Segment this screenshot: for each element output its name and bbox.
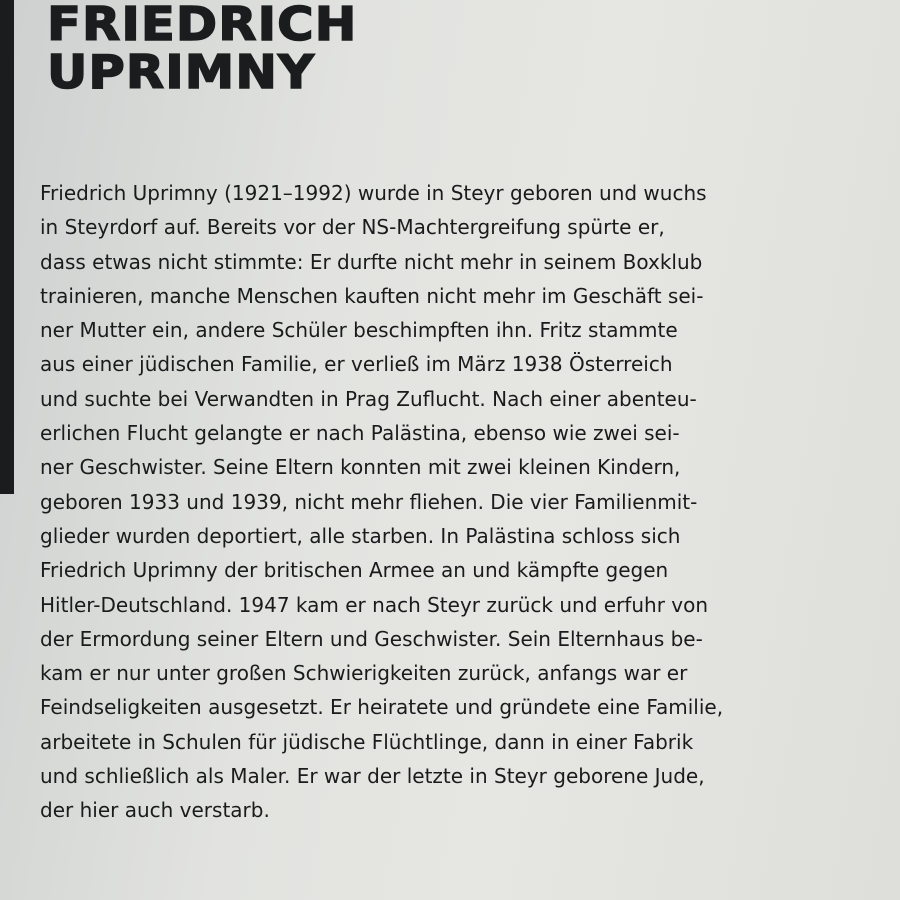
text-line: ner Mutter ein, andere Schüler beschimpften ihn. Fritz stammte bbox=[40, 318, 678, 343]
text-line: ner Geschwister. Seine Eltern konnten mit zwei kleinen Kindern, bbox=[40, 455, 681, 480]
text-line: Hitler-Deutschland. 1947 kam er nach Steyr zurück und erfuhr von bbox=[40, 592, 709, 617]
title-line: UPRIMNY bbox=[47, 45, 316, 99]
text-line: Friedrich Uprimny (1921–1992) wurde in Steyr geboren und wuchs bbox=[40, 181, 707, 205]
text-line: geboren 1933 und 1939, nicht mehr fliehen. Die vier Familienmit- bbox=[40, 489, 698, 514]
accent-bar bbox=[0, 0, 14, 494]
text-line: Feindseligkeiten ausgesetzt. Er heiratete und gründete eine Familie, bbox=[40, 695, 724, 720]
text-line: in Steyrdorf auf. Bereits vor der NS-Machtergreifung spürte er, bbox=[40, 215, 665, 240]
text-line: glieder wurden deportiert, alle starben. In Palästina schloss sich bbox=[40, 523, 681, 548]
text-line: dass etwas nicht stimmte: Er durfte nicht mehr in seinem Boxklub bbox=[40, 249, 703, 274]
panel-title bbox=[47, 0, 358, 99]
text-line: der hier auch verstarb. bbox=[40, 798, 270, 823]
text-line: Friedrich Uprimny der britischen Armee an und kämpfte gegen bbox=[40, 558, 669, 583]
text-line: der Ermordung seiner Eltern und Geschwister. Sein Elternhaus be- bbox=[40, 626, 703, 651]
text-line: arbeitete in Schulen für jüdische Flüchtlinge, dann in einer Fabrik bbox=[40, 729, 694, 754]
text-line: erlichen Flucht gelangte er nach Palästina, ebenso wie zwei sei- bbox=[40, 421, 680, 446]
text-line: kam er nur unter großen Schwierigkeiten zurück, anfangs war er bbox=[40, 661, 688, 686]
biography-text bbox=[40, 176, 900, 828]
text-line: trainieren, manche Menschen kauften nicht mehr im Geschäft sei- bbox=[40, 283, 704, 308]
text-line: und suchte bei Verwandten in Prag Zuflucht. Nach einer abenteu- bbox=[40, 386, 697, 411]
text-line: und schließlich als Maler. Er war der letzte in Steyr geborene Jude, bbox=[40, 764, 705, 789]
text-line: aus einer jüdischen Familie, er verließ im März 1938 Österreich bbox=[40, 352, 673, 377]
title-line: FRIEDRICH bbox=[47, 0, 358, 51]
